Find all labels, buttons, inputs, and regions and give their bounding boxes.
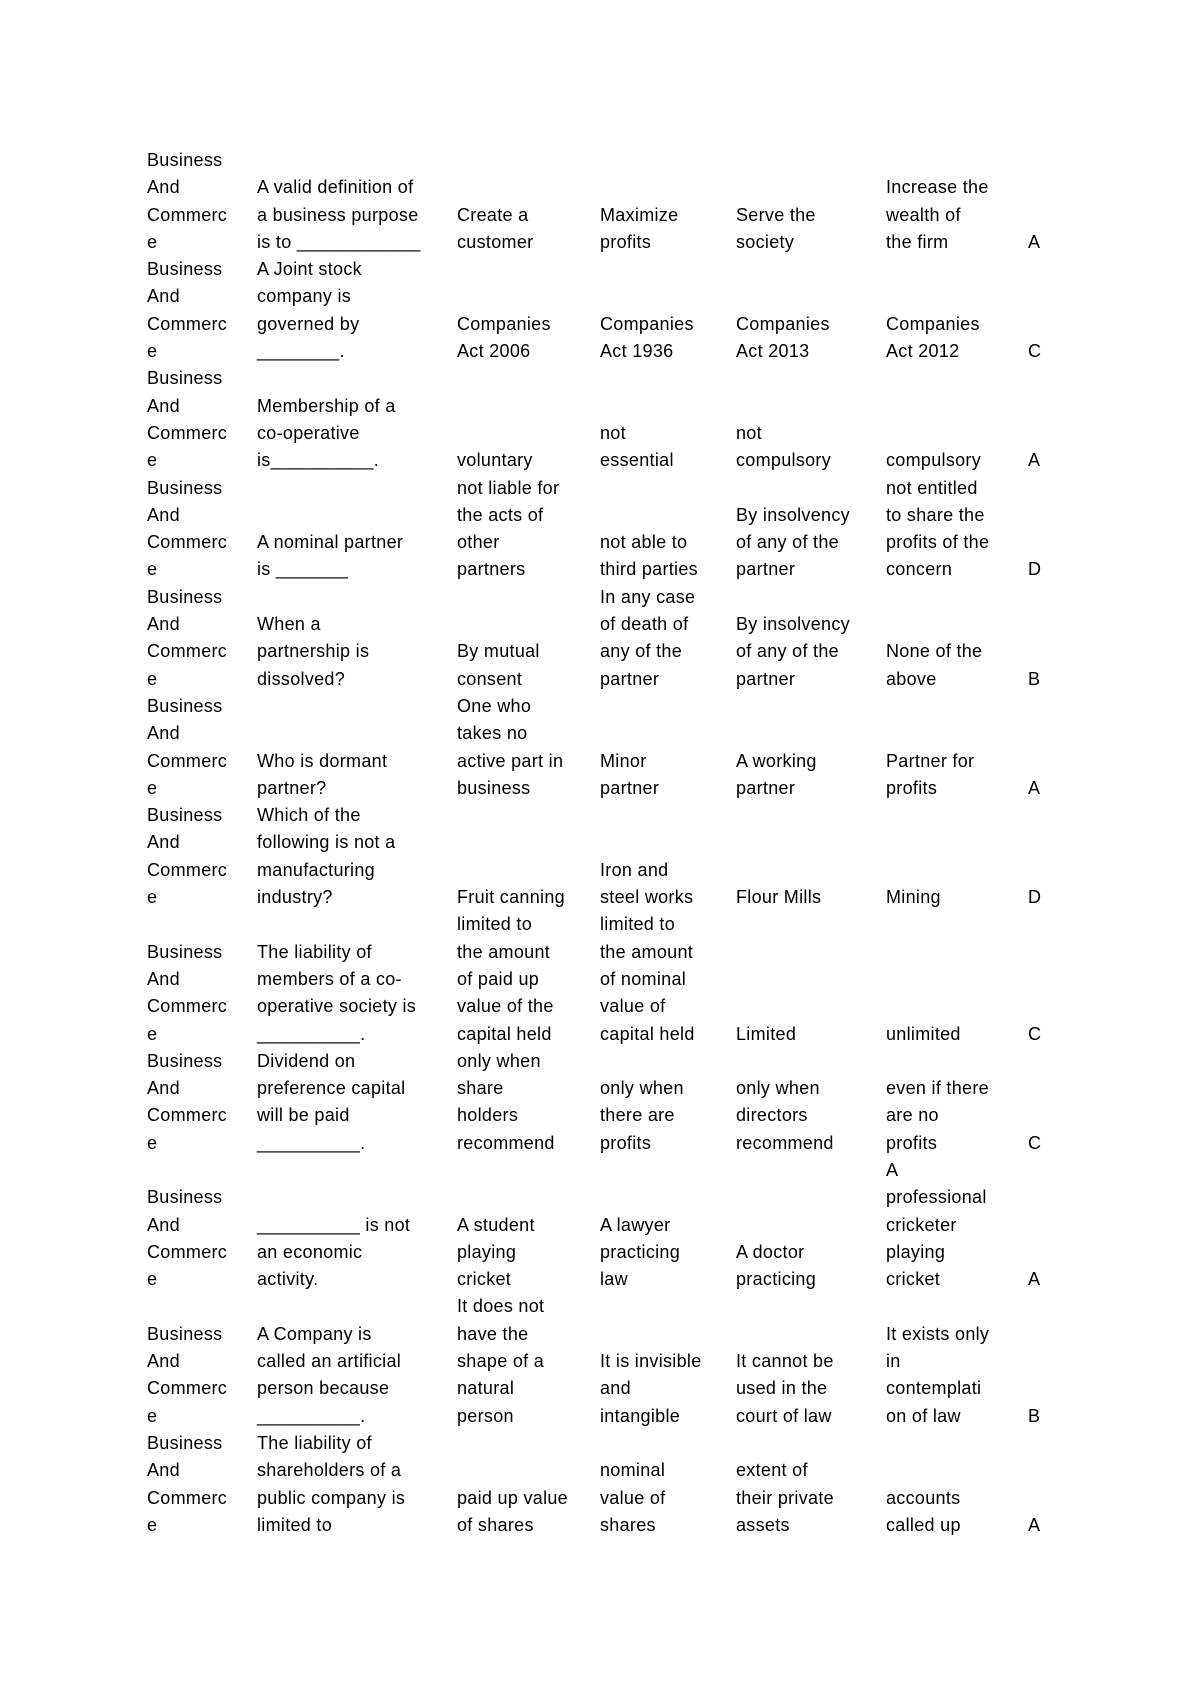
option-d-cell: Increase the wealth of the firm (886, 177, 989, 252)
option-c-cell: Limited (736, 1023, 797, 1044)
option-a-cell: not liable for the acts of other partners (457, 477, 560, 580)
option-a-cell: It does not have the shape of a natural person (457, 1296, 545, 1426)
option-c-cell: By insolvency of any of the partner (736, 504, 850, 580)
answer-cell: A (1028, 450, 1041, 471)
table-row (147, 365, 1068, 474)
option-a-cell: only when share holders recommend (457, 1050, 555, 1153)
option-a-cell: By mutual consent (457, 641, 540, 689)
option-c-cell: Companies Act 2013 (736, 313, 830, 362)
answer-cell: C (1028, 1023, 1042, 1044)
option-d-cell: accounts called up (886, 1487, 961, 1535)
answer-cell: C (1028, 341, 1042, 362)
option-c-cell: Serve the society (736, 204, 816, 252)
subject-cell: Business And Commerc e (147, 1050, 228, 1153)
table-row (147, 147, 1068, 256)
answer-cell: A (1028, 1269, 1041, 1290)
option-d-cell: not entitled to share the profits of the concern (886, 477, 990, 580)
subject-cell: Business And Commerc e (147, 586, 228, 689)
option-b-cell: In any case of death of any of the partner (600, 586, 696, 689)
answer-cell: A (1028, 231, 1041, 252)
question-cell: A Joint stock company is governed by ________. (257, 259, 362, 362)
table-row (147, 584, 1068, 693)
question-cell: Which of the following is not a manufacturing industry? (257, 805, 396, 908)
option-d-cell: A professional cricketer playing cricket (886, 1159, 987, 1290)
option-b-cell: limited to the amount of nominal value of capital held (600, 914, 695, 1044)
subject-cell: Business And Commerc e (147, 477, 228, 580)
question-cell: Who is dormant partner? (257, 750, 388, 798)
option-d-cell: unlimited (886, 1023, 961, 1044)
question-cell: A nominal partner is _______ (257, 532, 404, 580)
subject-cell: Business And Commerc e (147, 805, 228, 908)
question-cell: A Company is called an artificial person because __________. (257, 1323, 402, 1426)
option-a-cell: limited to the amount of paid up value of the capital held (457, 914, 554, 1044)
option-a-cell: A student playing cricket (457, 1214, 535, 1290)
option-c-cell: It cannot be used in the court of law (736, 1351, 834, 1426)
option-b-cell: Companies Act 1936 (600, 313, 694, 362)
question-cell: A valid definition of a business purpose is to ____________ (257, 177, 421, 252)
option-a-cell: Fruit canning (457, 887, 565, 908)
subject-cell: Business And Commerc e (147, 259, 228, 362)
question-cell: Membership of a co-operative is__________. (257, 395, 396, 471)
option-b-cell: Maximize profits (600, 204, 679, 252)
option-a-cell: Companies Act 2006 (457, 313, 551, 362)
subject-cell: Business And Commerc e (147, 150, 228, 252)
option-c-cell: not compulsory (736, 422, 832, 471)
option-c-cell: A working partner (736, 750, 817, 798)
option-c-cell: By insolvency of any of the partner (736, 614, 850, 689)
subject-cell: Business And Commerc e (147, 1187, 228, 1290)
option-b-cell: only when there are profits (600, 1078, 684, 1153)
table-row (147, 256, 1068, 365)
option-d-cell: even if there are no profits (886, 1078, 989, 1153)
answer-cell: B (1028, 1405, 1041, 1426)
question-cell: The liability of shareholders of a public company is limited to (257, 1432, 406, 1535)
option-b-cell: not able to third parties (600, 532, 698, 580)
option-a-cell: voluntary (457, 450, 533, 471)
option-d-cell: Companies Act 2012 (886, 313, 980, 362)
answer-cell: B (1028, 668, 1041, 689)
option-b-cell: Iron and steel works (600, 859, 694, 908)
option-b-cell: Minor partner (600, 750, 660, 798)
option-d-cell: Mining (886, 887, 941, 908)
table-row (147, 911, 1068, 1047)
table-row (147, 1048, 1068, 1157)
option-c-cell: only when directors recommend (736, 1078, 834, 1153)
option-b-cell: A lawyer practicing law (600, 1214, 681, 1290)
question-cell: The liability of members of a co- operative society is __________. (257, 941, 417, 1044)
subject-cell: Business And Commerc e (147, 1323, 228, 1426)
option-d-cell: Partner for profits (886, 750, 975, 798)
answer-cell: D (1028, 887, 1042, 908)
option-c-cell: Flour Mills (736, 887, 822, 908)
answer-cell: A (1028, 777, 1041, 798)
table-row (147, 802, 1068, 911)
question-cell: __________ is not an economic activity. (257, 1214, 411, 1290)
subject-cell: Business And Commerc e (147, 368, 228, 471)
question-cell: When a partnership is dissolved? (257, 614, 370, 689)
option-a-cell: One who takes no active part in business (457, 695, 564, 798)
subject-cell: Business And Commerc e (147, 695, 228, 798)
table-row (147, 693, 1068, 802)
option-d-cell: It exists only in contemplati on of law (886, 1323, 990, 1426)
table-row (147, 1293, 1068, 1429)
table-row (147, 475, 1068, 584)
option-c-cell: extent of their private assets (736, 1460, 834, 1535)
option-b-cell: nominal value of shares (600, 1460, 666, 1535)
subject-cell: Business And Commerc e (147, 1432, 228, 1535)
option-c-cell: A doctor practicing (736, 1241, 817, 1290)
option-b-cell: It is invisible and intangible (600, 1351, 702, 1426)
answer-cell: D (1028, 559, 1042, 580)
question-cell: Dividend on preference capital will be paid __________. (257, 1050, 406, 1153)
question-table (147, 147, 1068, 1539)
answer-cell: C (1028, 1132, 1042, 1153)
option-b-cell: not essential (600, 422, 674, 471)
option-a-cell: Create a customer (457, 204, 534, 252)
answer-cell: A (1028, 1514, 1041, 1535)
table-row (147, 1157, 1068, 1293)
option-d-cell: compulsory (886, 450, 982, 471)
option-d-cell: None of the above (886, 641, 983, 689)
table-row (147, 1430, 1068, 1539)
option-a-cell: paid up value of shares (457, 1487, 568, 1535)
subject-cell: Business And Commerc e (147, 941, 228, 1044)
